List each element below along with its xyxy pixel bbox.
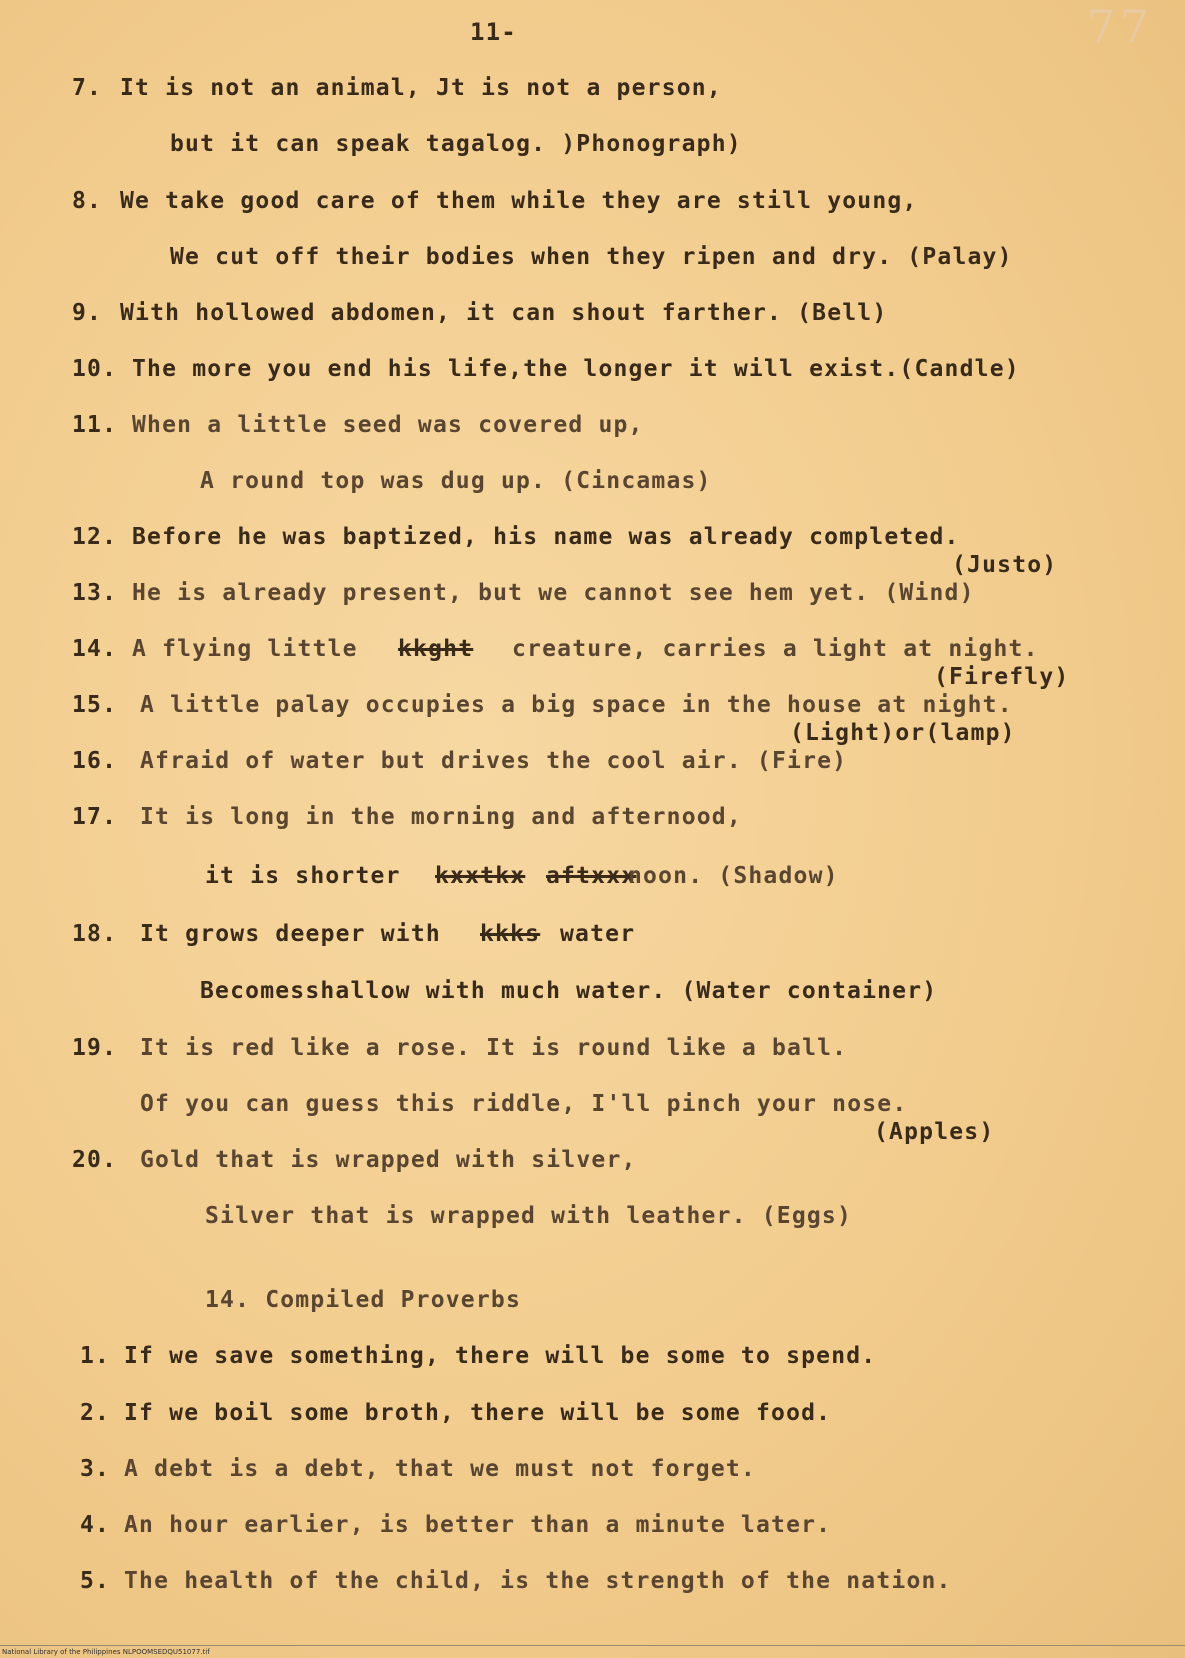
proverbs-heading: 14. Compiled Proverbs [205, 1287, 521, 1313]
riddle-14-number: 14. [72, 636, 118, 662]
riddle-14-line-1a: A flying little [132, 636, 358, 662]
riddle-17-struck-1: kxxtkx [435, 863, 526, 889]
riddle-17-line-2b: noon. (Shadow) [628, 863, 839, 889]
riddle-16-number: 16. [72, 748, 118, 774]
riddle-15-number: 15. [72, 692, 118, 718]
riddle-11-number: 11. [72, 412, 118, 438]
riddle-10-line-1: The more you end his life,the longer it will exist.(Candle) [132, 356, 1020, 382]
riddle-15-answer: (Light)or(lamp) [790, 720, 1016, 746]
riddle-18-struck-word: kkks [480, 921, 541, 947]
proverb-3-text: A debt is a debt, that we must not forget. [124, 1456, 756, 1482]
riddle-13-line-1: He is already present, but we cannot see hem yet. (Wind) [132, 580, 975, 606]
riddle-14-answer: (Firefly) [934, 664, 1070, 690]
footer-caption: National Library of the Philippines NLPOOMSEDQU51077.tif [2, 1648, 210, 1656]
riddle-9-number: 9. [72, 300, 103, 326]
proverb-4-text: An hour earlier, is better than a minute later. [124, 1512, 832, 1538]
corner-page-number: 77 [1086, 0, 1153, 54]
proverb-1-text: If we save something, there will be some to spend. [124, 1343, 877, 1369]
riddle-19-answer: (Apples) [874, 1119, 995, 1145]
riddle-18-line-1b: water [560, 921, 636, 947]
riddle-19-line-1: It is red like a rose. It is round like a ball. [140, 1035, 848, 1061]
riddle-12-number: 12. [72, 524, 118, 550]
riddle-11-line-1: When a little seed was covered up, [132, 412, 644, 438]
riddle-8-number: 8. [72, 188, 103, 214]
riddle-7-line-2: but it can speak tagalog. )Phonograph) [170, 131, 742, 157]
proverb-4-number: 4. [80, 1512, 111, 1538]
proverb-5-number: 5. [80, 1568, 111, 1594]
riddle-13-number: 13. [72, 580, 118, 606]
proverb-2-text: If we boil some broth, there will be some food. [124, 1400, 832, 1426]
riddle-18-number: 18. [72, 921, 118, 947]
proverb-3-number: 3. [80, 1456, 111, 1482]
footer-divider [0, 1645, 1185, 1646]
proverb-2-number: 2. [80, 1400, 111, 1426]
riddle-17-number: 17. [72, 804, 118, 830]
riddle-17-struck-2: aftxxx [546, 863, 637, 889]
proverb-5-text: The health of the child, is the strength of the nation. [124, 1568, 952, 1594]
riddle-7-line-1: It is not an animal, Jt is not a person, [120, 75, 722, 101]
riddle-19-line-2: Of you can guess this riddle, I'll pinch your nose. [140, 1091, 908, 1117]
riddle-17-line-2a: it is shorter [205, 863, 401, 889]
riddle-20-line-2: Silver that is wrapped with leather. (Eggs) [205, 1203, 853, 1229]
riddle-20-line-1: Gold that is wrapped with silver, [140, 1147, 637, 1173]
riddle-14-line-1b: creature, carries a light at night. [512, 636, 1039, 662]
riddle-12-answer: (Justo) [952, 552, 1058, 578]
riddle-15-line-1: A little palay occupies a big space in the house at night. [140, 692, 1013, 718]
proverb-1-number: 1. [80, 1343, 111, 1369]
riddle-18-line-2: Becomesshallow with much water. (Water container) [200, 978, 938, 1004]
riddle-11-line-2: A round top was dug up. (Cincamas) [200, 468, 712, 494]
riddle-19-number: 19. [72, 1035, 118, 1061]
riddle-12-line-1: Before he was baptized, his name was already completed. [132, 524, 960, 550]
riddle-16-line-1: Afraid of water but drives the cool air. (Fire) [140, 748, 848, 774]
page-number: 11- [470, 18, 517, 46]
riddle-10-number: 10. [72, 356, 118, 382]
riddle-18-line-1a: It grows deeper with [140, 921, 441, 947]
riddle-9-line-1: With hollowed abdomen, it can shout farther. (Bell) [120, 300, 888, 326]
riddle-17-line-1: It is long in the morning and afternood, [140, 804, 742, 830]
riddle-14-struck-word: kkght [398, 636, 474, 662]
riddle-8-line-1: We take good care of them while they are still young, [120, 188, 918, 214]
riddle-8-line-2: We cut off their bodies when they ripen and dry. (Palay) [170, 244, 1013, 270]
riddle-7-number: 7. [72, 75, 103, 101]
riddle-20-number: 20. [72, 1147, 118, 1173]
